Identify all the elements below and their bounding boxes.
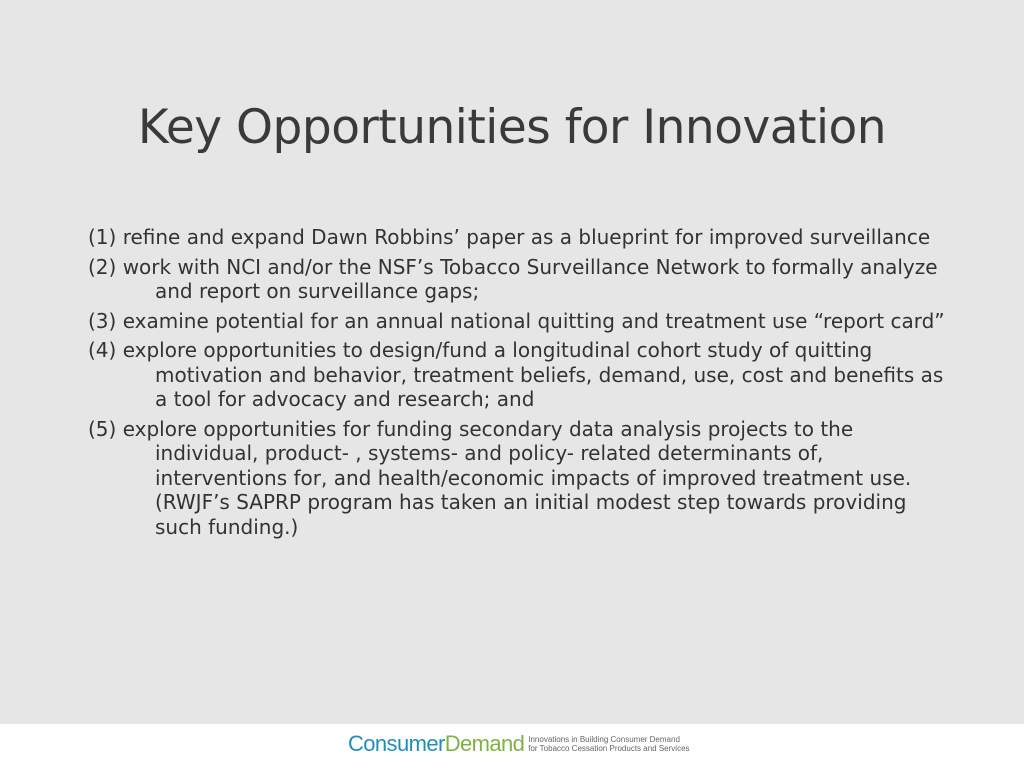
opportunity-item-3: (3) examine potential for an annual national quitting and treatment use “report card”: [88, 308, 945, 333]
slide-title: Key Opportunities for Innovation: [137, 100, 887, 155]
logo-wordmark: [348, 732, 524, 756]
opportunity-item-4: (4) explore opportunities to design/fund a longitudinal cohort study of quitting motivation and behavior, treatment beliefs, demand, use, cost and benefits as a tool for advocacy and research; and: [88, 338, 944, 411]
opportunity-item-5: (5) explore opportunities for funding secondary data analysis projects to the individual, product- , systems- and policy- related determinants of, interventions for, and health/economic impacts of improved treatment use. (RWJF’s SAPRP program has taken an initial modest step towards providing such funding.): [88, 416, 912, 539]
logo-word-demand: Demand: [444, 731, 525, 756]
logo-tagline-line-2: for Tobacco Cessation Products and Services: [528, 744, 690, 753]
logo-word-consumer: Consumer: [348, 731, 445, 756]
opportunity-item-2: (2) work with NCI and/or the NSF’s Tobacco Surveillance Network to formally analyze and report on surveillance gaps;: [88, 254, 938, 303]
logo-tagline: [528, 735, 689, 753]
logo-tagline-line-1: Innovations in Building Consumer Demand: [528, 735, 680, 744]
opportunity-list: [88, 225, 948, 544]
opportunity-item-1: (1) refine and expand Dawn Robbins’ paper as a blueprint for improved surveillance: [88, 225, 931, 249]
footer-bar: [0, 724, 1024, 768]
consumer-demand-logo: [348, 732, 690, 756]
